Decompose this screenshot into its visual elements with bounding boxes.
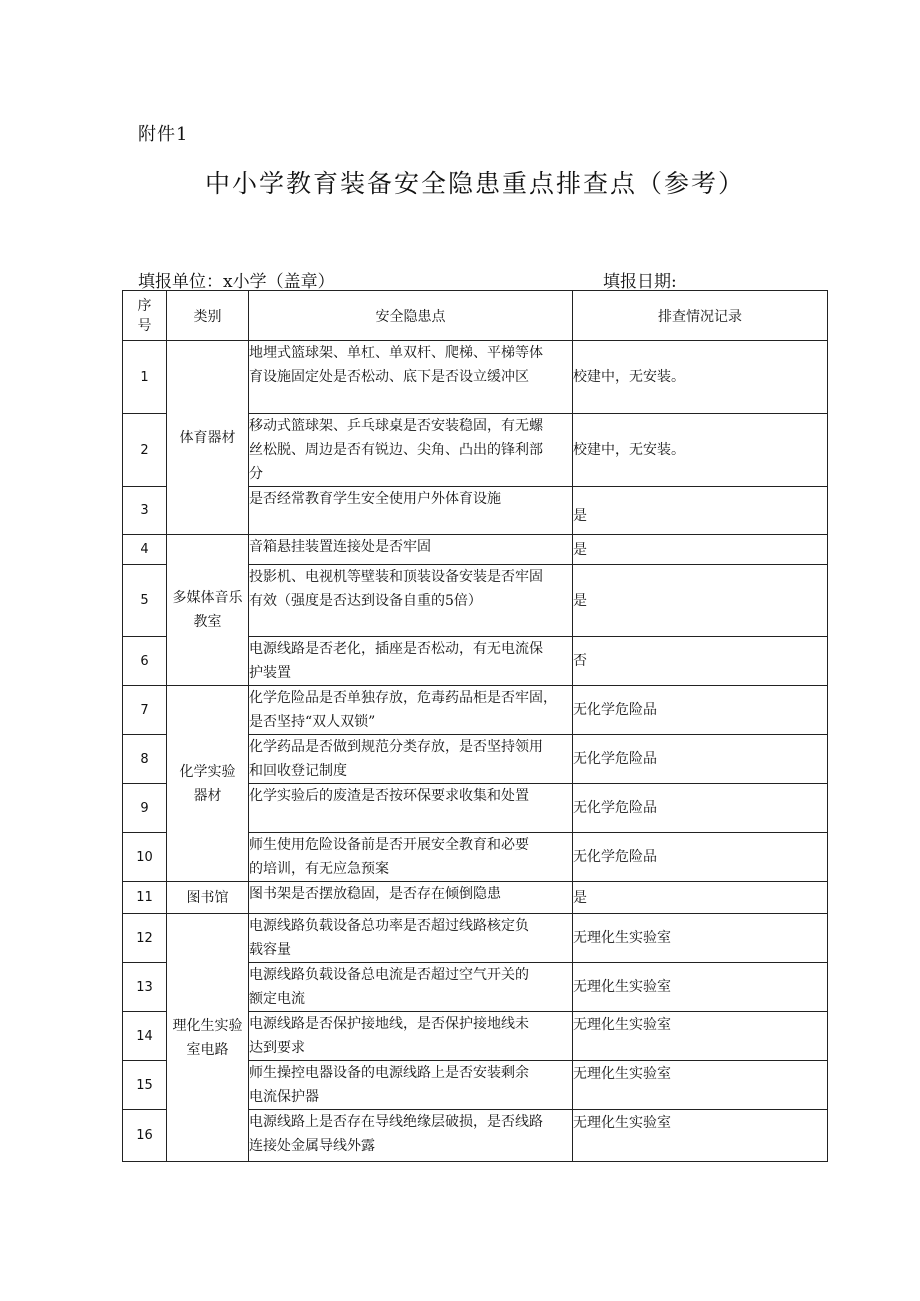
hazard-point: 是否经常教育学生安全使用户外体育设施 — [249, 487, 573, 535]
table-row — [123, 535, 828, 565]
row-seq: 11 — [123, 882, 167, 914]
inspection-record: 无理化生实验室 — [573, 1012, 828, 1061]
hazard-point: 化学实验后的废渣是否按环保要求收集和处置 — [249, 784, 573, 833]
table-row — [123, 914, 828, 963]
hazard-point: 投影机、电视机等壁装和顶装设备安装是否牢固 有效（强度是否达到设备自重的5倍） — [249, 565, 573, 637]
row-seq: 1 — [123, 341, 167, 414]
inspection-record: 无理化生实验室 — [573, 963, 828, 1012]
column-header-seq: 序 号 — [123, 291, 167, 341]
column-header-point: 安全隐患点 — [249, 291, 573, 341]
row-seq: 9 — [123, 784, 167, 833]
row-seq: 3 — [123, 487, 167, 535]
inspection-record: 否 — [573, 637, 828, 686]
inspection-record: 无理化生实验室 — [573, 1110, 828, 1162]
hazard-point: 师生操控电器设备的电源线路上是否安装剩余 电流保护器 — [249, 1061, 573, 1110]
row-seq: 14 — [123, 1012, 167, 1061]
column-header-record: 排查情况记录 — [573, 291, 828, 341]
row-seq: 7 — [123, 686, 167, 735]
row-seq: 2 — [123, 414, 167, 487]
hazard-point: 电源线路负载设备总功率是否超过线路核定负 载容量 — [249, 914, 573, 963]
row-seq: 4 — [123, 535, 167, 565]
inspection-record: 无理化生实验室 — [573, 1061, 828, 1110]
inspection-record: 是 — [573, 535, 828, 565]
table-row — [123, 882, 828, 914]
row-seq: 12 — [123, 914, 167, 963]
reporting-unit: 填报单位：x小学（盖章） — [138, 272, 335, 292]
hazard-point: 图书架是否摆放稳固，是否存在倾倒隐患 — [249, 882, 573, 914]
row-seq: 8 — [123, 735, 167, 784]
hazard-point: 化学危险品是否单独存放，危毒药品柜是否牢固， 是否坚持“双人双锁” — [249, 686, 573, 735]
hazard-point: 移动式篮球架、乒乓球桌是否安装稳固，有无螺 丝松脱、周边是否有锐边、尖角、凸出的锋利部 分 — [249, 414, 573, 487]
row-seq: 15 — [123, 1061, 167, 1110]
reporting-date: 填报日期: — [603, 272, 677, 292]
category-cell-media: 多媒体音乐 教室 — [167, 535, 249, 686]
hazard-point: 电源线路负载设备总电流是否超过空气开关的 额定电流 — [249, 963, 573, 1012]
inspection-record: 无化学危险品 — [573, 686, 828, 735]
inspection-record: 无化学危险品 — [573, 833, 828, 882]
hazard-point: 师生使用危险设备前是否开展安全教育和必要 的培训，有无应急预案 — [249, 833, 573, 882]
hazard-point: 电源线路是否老化，插座是否松动，有无电流保 护装置 — [249, 637, 573, 686]
hazard-point: 音箱悬挂装置连接处是否牢固 — [249, 535, 573, 565]
annex-label: 附件1 — [138, 124, 189, 145]
inspection-record: 无化学危险品 — [573, 784, 828, 833]
hazard-point: 电源线路是否保护接地线，是否保护接地线未 达到要求 — [249, 1012, 573, 1061]
inspection-record: 是 — [573, 882, 828, 914]
category-cell-chemistry: 化学实验 器材 — [167, 686, 249, 882]
table-header-row — [123, 291, 828, 341]
row-seq: 16 — [123, 1110, 167, 1162]
row-seq: 10 — [123, 833, 167, 882]
row-seq: 13 — [123, 963, 167, 1012]
row-seq: 6 — [123, 637, 167, 686]
row-seq: 5 — [123, 565, 167, 637]
column-header-category: 类别 — [167, 291, 249, 341]
category-cell-sports: 体育器材 — [167, 341, 249, 535]
hazard-point: 电源线路上是否存在导线绝缘层破损，是否线路 连接处金属导线外露 — [249, 1110, 573, 1162]
hazard-point: 化学药品是否做到规范分类存放，是否坚持领用 和回收登记制度 — [249, 735, 573, 784]
inspection-record: 无理化生实验室 — [573, 914, 828, 963]
inspection-record: 是 — [573, 565, 828, 637]
page-title: 中小学教育装备安全隐患重点排查点（参考） — [204, 169, 745, 198]
table-row — [123, 686, 828, 735]
inspection-record: 校建中，无安装。 — [573, 341, 828, 414]
inspection-record: 校建中，无安装。 — [573, 414, 828, 487]
inspection-record: 是 — [573, 487, 828, 535]
inspection-table — [122, 290, 828, 1162]
hazard-point: 地埋式篮球架、单杠、单双杆、爬梯、平梯等体 育设施固定处是否松动、底下是否设立缓冲区 — [249, 341, 573, 414]
table-row — [123, 341, 828, 414]
category-cell-library: 图书馆 — [167, 882, 249, 914]
category-cell-lab-circuits: 理化生实验 室电路 — [167, 914, 249, 1162]
inspection-record: 无化学危险品 — [573, 735, 828, 784]
